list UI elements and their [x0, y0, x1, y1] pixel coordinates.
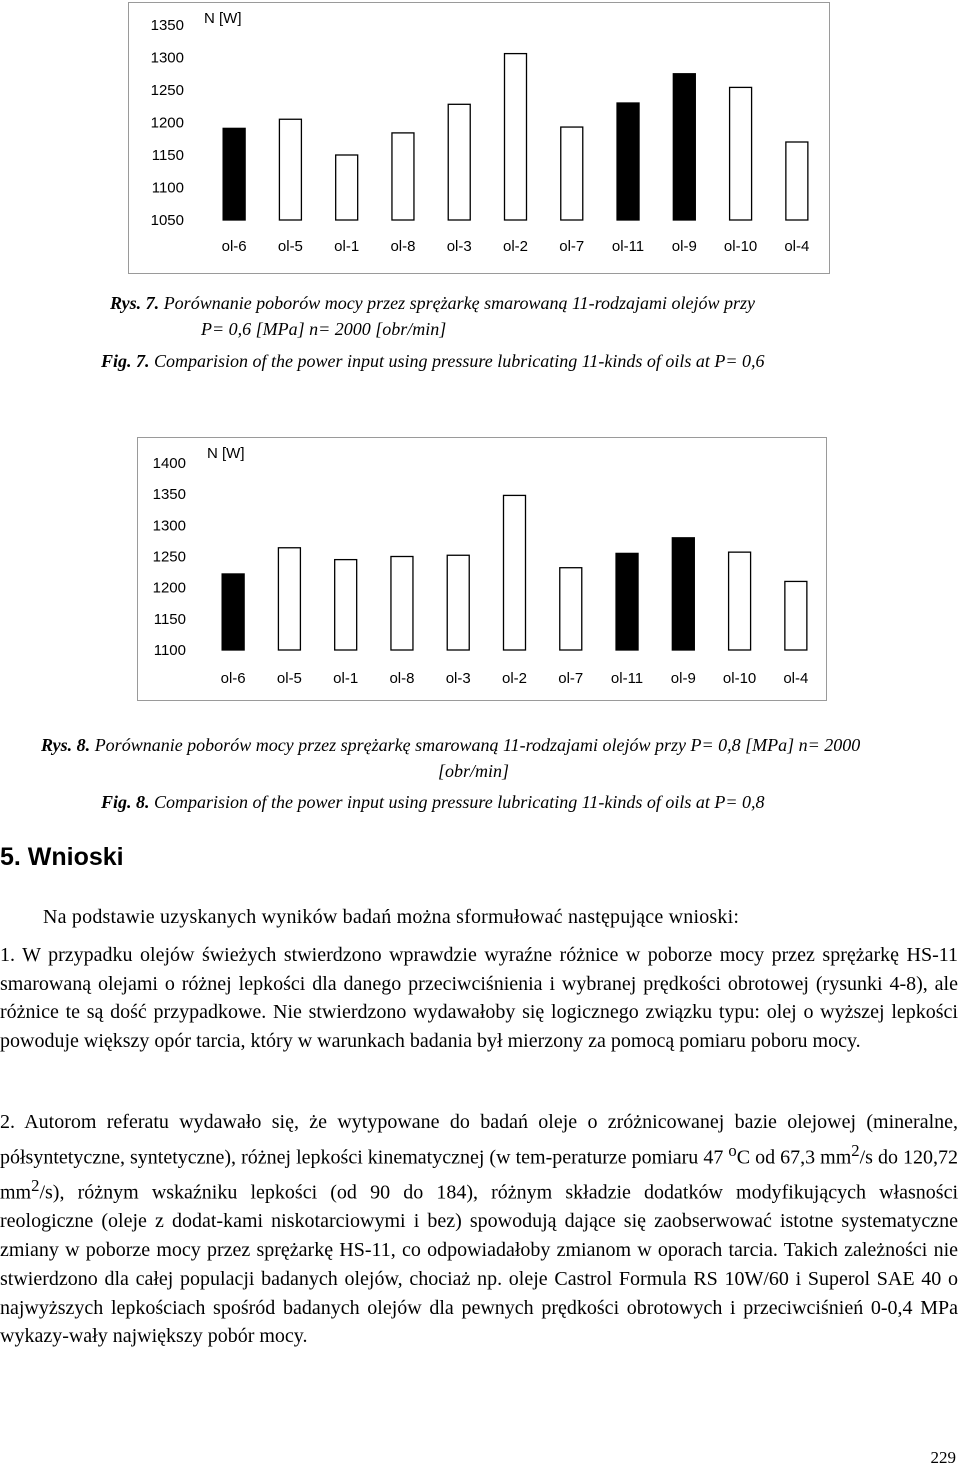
chart0-category-label: ol-7: [559, 238, 585, 255]
chart0-bar-ol-10: [730, 87, 752, 220]
chart0-bar-ol-4: [786, 142, 808, 220]
chart1-category-label: ol-5: [276, 670, 302, 687]
chart0-ytick-label: 1350: [150, 17, 184, 34]
chart1-bar-ol-3: [447, 555, 469, 650]
chart0-category-label: ol-9: [671, 238, 697, 255]
fig8-caption-pl-2: [obr/min]: [438, 761, 510, 781]
chart1-ytick-label: 1200: [152, 579, 186, 597]
chart0-category-label: ol-10: [723, 238, 758, 255]
chart0-bar-ol-5: [279, 119, 301, 220]
fig7-caption-pl-2: P= 0,6 [MPa] n= 2000 [obr/min]: [201, 319, 447, 339]
chart1-category-label: ol-3: [445, 670, 471, 687]
section-intro: Na podstawie uzyskanych wyników badań można sformułować następujące wnioski:: [43, 906, 740, 928]
chart1-bar-ol-4: [785, 581, 807, 650]
chart0-category-label: ol-11: [611, 238, 645, 255]
chart1-ytick-label: 1400: [152, 455, 186, 472]
page-number: 229: [930, 1448, 956, 1467]
chart0-bar-ol-9: [673, 74, 695, 220]
chart0-category-label: ol-6: [221, 238, 247, 255]
fig7-caption-en: Fig. 7. Comparision of the power input using pressure lubricating 11-kinds of oils at P= 0,6: [101, 351, 765, 371]
chart0-ytick-label: 1250: [150, 82, 184, 99]
chart1-category-label: ol-7: [558, 670, 584, 687]
chart1-bar-ol-2: [504, 495, 526, 650]
chart1-ytick-label: 1300: [152, 517, 186, 535]
chart0-bar-ol-2: [505, 54, 527, 220]
chart1-category-label: ol-9: [670, 670, 696, 687]
fig8-caption-pl-1: Rys. 8. Porównanie poborów mocy przez sprężarkę smarowaną 11-rodzajami olejów przy P= 0,8 [MPa] n= 2000: [41, 735, 861, 755]
chart0-ytick-label: 1150: [151, 147, 184, 164]
chart1-category-label: ol-8: [389, 670, 415, 687]
chart1-ytick-label: 1100: [153, 642, 186, 659]
chart0-bar-ol-8: [392, 133, 414, 220]
chart1-category-label: ol-1: [333, 670, 359, 687]
chart0-category-label: ol-1: [334, 238, 360, 255]
chart1-category-label: ol-11: [610, 670, 644, 687]
fig8-caption-en: Fig. 8. Comparision of the power input using pressure lubricating 11-kinds of oils at P= 0,8: [101, 792, 765, 812]
chart1-category-label: ol-6: [220, 670, 246, 687]
chart0-ytick-label: 1100: [151, 179, 184, 197]
chart0-category-label: ol-8: [390, 238, 416, 255]
chart1-category-label: ol-4: [783, 670, 809, 687]
chart0-category-label: ol-5: [277, 238, 303, 255]
chart0-bar-ol-6: [223, 128, 245, 220]
chart0-bar-ol-3: [448, 104, 470, 220]
chart-fig8-svg: [138, 438, 826, 700]
paragraph-1: 1. W przypadku olejów świeżych stwierdzono wprawdzie wyraźne różnice w poborze mocy przez sprężarkę HS-11 smarowaną olejami o różnej lepkości dla danego przeciwciśnienia i wybranej prędkości obrotowej (rysunki 4-8), ale różnice te są dość przypadkowe. Nie stwierdzono wydawałoby się logicznego związku typu: olej o wyższej lepkości powoduje większy opór tarcia, który w warunkach badania był mierzony za pomocą pomiaru poboru mocy.: [0, 944, 958, 1053]
chart-fig7-svg: [129, 3, 829, 273]
chart1-category-label: ol-10: [722, 670, 757, 687]
chart0-ytick-label: 1300: [150, 49, 184, 67]
chart1-bar-ol-11: [616, 553, 638, 650]
chart-fig8: [137, 437, 827, 701]
chart1-ylabel: N [W]: [207, 445, 245, 462]
chart1-category-label: ol-2: [501, 670, 528, 687]
chart0-bar-ol-11: [617, 103, 639, 220]
chart0-bar-ol-1: [336, 155, 358, 220]
chart1-bar-ol-10: [729, 552, 751, 650]
chart1-ytick-label: 1150: [153, 610, 186, 628]
chart-fig7: [128, 2, 830, 274]
chart1-ytick-label: 1250: [152, 548, 186, 566]
chart0-category-label: ol-3: [446, 238, 472, 255]
fig7-caption-pl-1: Rys. 7. Porównanie poborów mocy przez sprężarkę smarowaną 11-rodzajami olejów przy: [110, 293, 756, 313]
chart0-bar-ol-7: [561, 127, 583, 220]
chart0-ylabel: N [W]: [204, 10, 242, 27]
chart0-category-label: ol-4: [784, 238, 810, 255]
chart1-bar-ol-8: [391, 557, 413, 651]
chart1-bar-ol-5: [278, 548, 300, 650]
chart1-bar-ol-6: [222, 574, 244, 650]
chart0-ytick-label: 1200: [150, 114, 184, 132]
chart1-bar-ol-7: [560, 568, 582, 650]
chart0-ytick-label: 1050: [150, 212, 184, 229]
section-heading: 5. Wnioski: [0, 843, 124, 871]
paragraph-2: 2. Autorom referatu wydawało się, że wytypowane do badań oleje o zróżnicowanej bazie olejowej (mineralne, półsyntetyczne, syntetyczne), różnej lepkości kinematycznej (w tem-peraturze pomiaru 47 $^o$C od 67,3 $mm^2/s$ do 120,72 $mm^2/s$), różnym wskaźniku lepkości (od 90 do 184), różnym składzie dodatków modyfikujących własności reologiczne (oleje z dodat-kami niskotarciowymi i bez) spowodują dające się zaobserwować istotne systematyczne zmiany w poborze mocy przez sprężarkę HS-11, co odpowiadałoby zmianom w oporach tarcia. Takich zależności nie stwierdzono dla całej populacji badanych olejów, chociaż np. oleje Castrol Formula RS 10W/60 i Superol SAE 40 o najwyższych lepkościach spośród badanych olejów dla pewnych prędkości obrotowych i przeciwciśnień 0-0,4 MPa wykazy-wały największy pobór mocy.: [0, 1111, 959, 1348]
chart0-category-label: ol-2: [502, 238, 529, 255]
chart1-bar-ol-1: [335, 560, 357, 650]
chart1-ytick-label: 1350: [152, 486, 186, 504]
chart1-bar-ol-9: [672, 538, 694, 650]
